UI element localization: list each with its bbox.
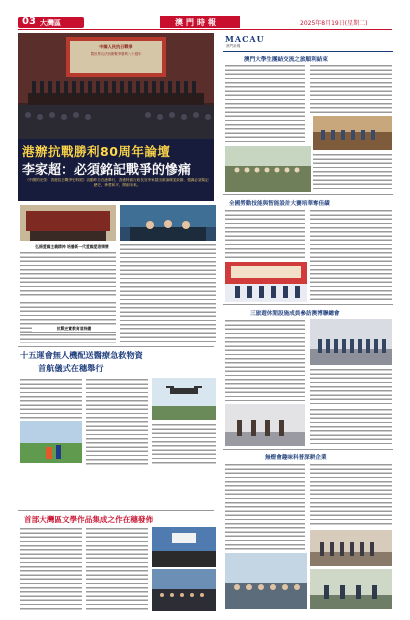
page-number: 03 <box>22 16 36 27</box>
drone-body-col1 <box>20 378 82 420</box>
lead-subhead: 李家超：必須銘記戰爭的慘痛 <box>22 163 192 178</box>
macau-story4-photo-3 <box>310 569 392 609</box>
drone-headline-line2: 首航儀式在穗舉行 <box>38 363 104 373</box>
macau-story4-headline: 無燈會趣味科普深耕企業 <box>265 455 327 461</box>
macau-story4-photo-1-illustration <box>310 530 392 566</box>
page-header <box>0 0 410 30</box>
lead-headline: 港辦抗戰勝利80周年論壇 <box>22 144 171 159</box>
macau-story3-col3 <box>310 408 392 446</box>
masthead: 澳門時報 <box>175 17 219 27</box>
section-name: 大灣區 <box>40 19 61 27</box>
drone-photo-2 <box>152 378 216 420</box>
lead-body-col1c <box>20 333 116 343</box>
macau-story2-col2 <box>310 209 392 301</box>
macau-divider-1 <box>223 194 393 195</box>
section-divider <box>18 346 214 347</box>
macau-story4-col1 <box>225 463 305 551</box>
lead-inset-illustration <box>120 205 216 241</box>
macau-brand-sub: 澳門新聞 <box>226 44 241 48</box>
drone-body-col3 <box>152 423 216 466</box>
macau-story2-col1 <box>225 209 305 259</box>
drone-photo-2-illustration <box>152 378 216 420</box>
drone-photo-1 <box>20 421 82 463</box>
macau-story1-col2 <box>310 64 392 114</box>
macau-story1-photo-2-illustration <box>313 116 392 150</box>
macau-story4-photo-2 <box>225 553 307 609</box>
literature-photo-2-illustration <box>152 569 216 611</box>
section-divider-2 <box>18 510 214 511</box>
macau-story3-photo-1-illustration <box>310 319 392 365</box>
macau-story2-photo <box>225 262 307 302</box>
lead-deck: 《中國的光榮：香港抗日戰爭史料展》活動昨日在港舉行，香港特區行政長官李家超出席論壇並致辭，強調必須銘記歷史，珍愛和平，開創未來。 <box>25 178 209 187</box>
macau-story2-headline: 全國勞動技能與智能設計大賽培華奪佳績 <box>229 201 330 207</box>
lead-banner-line2: 暨世界反法西斯戰爭勝利八十週年 <box>90 52 142 56</box>
literature-photo-2 <box>152 569 216 611</box>
macau-brand-rule <box>223 51 393 52</box>
macau-story1-photo-2 <box>313 116 392 150</box>
lead-sub2: 抗戰史實教育須持續 <box>32 326 116 332</box>
literature-photo-1-illustration <box>152 527 216 567</box>
drone-photo-1-illustration <box>20 421 82 463</box>
macau-story3-photo-1 <box>310 319 392 365</box>
macau-story3-photo-2 <box>225 404 305 446</box>
macau-story1-headline: 澳門大學生團結交流之旅順利結束 <box>244 57 328 63</box>
header-rule <box>18 29 392 30</box>
lead-inset-photo <box>120 205 216 241</box>
macau-story4-photo-1 <box>310 530 392 566</box>
macau-story1-photo-1-illustration <box>225 146 311 192</box>
lead-inset-photo-2 <box>20 205 116 241</box>
macau-story3-col2 <box>310 368 392 406</box>
lead-banner-line1: 中國人民抗日戰爭 <box>99 44 133 49</box>
macau-story1-col1 <box>225 64 305 144</box>
lead-body-col2 <box>120 243 216 343</box>
macau-story3-col1 <box>225 319 305 401</box>
macau-brand: MACAU <box>225 34 265 44</box>
macau-story4-col2 <box>310 463 392 527</box>
lead-sub1: 弘揚愛國主義精神 培養新一代愛國愛港情懷 <box>35 244 109 249</box>
literature-body-col1 <box>20 527 82 611</box>
literature-photo-1 <box>152 527 216 567</box>
macau-divider-3 <box>223 449 393 450</box>
literature-body-col2 <box>86 527 148 611</box>
macau-story2-photo-illustration <box>225 262 307 302</box>
macau-divider-2 <box>223 304 393 305</box>
macau-story4-photo-3-illustration <box>310 569 392 609</box>
macau-story1-col3 <box>313 153 392 189</box>
drone-headline-line1: 十五運會無人機配送醫療急救物資 <box>20 350 143 360</box>
issue-date: 2025年8月19日(星期二) <box>300 20 368 27</box>
literature-headline: 首部大灣區文學作品集成之作在穗發佈 <box>24 515 154 524</box>
lead-inset-2-illustration <box>20 205 116 241</box>
macau-story3-headline: 三旅遊休閒設施成員參訪澳博聯總會 <box>250 311 340 317</box>
lead-body-col1a <box>20 251 116 297</box>
drone-body-col2 <box>86 378 148 466</box>
macau-story1-photo-1 <box>225 146 311 192</box>
macau-story3-photo-2-illustration <box>225 404 305 446</box>
macau-story4-photo-2-illustration <box>225 553 307 609</box>
